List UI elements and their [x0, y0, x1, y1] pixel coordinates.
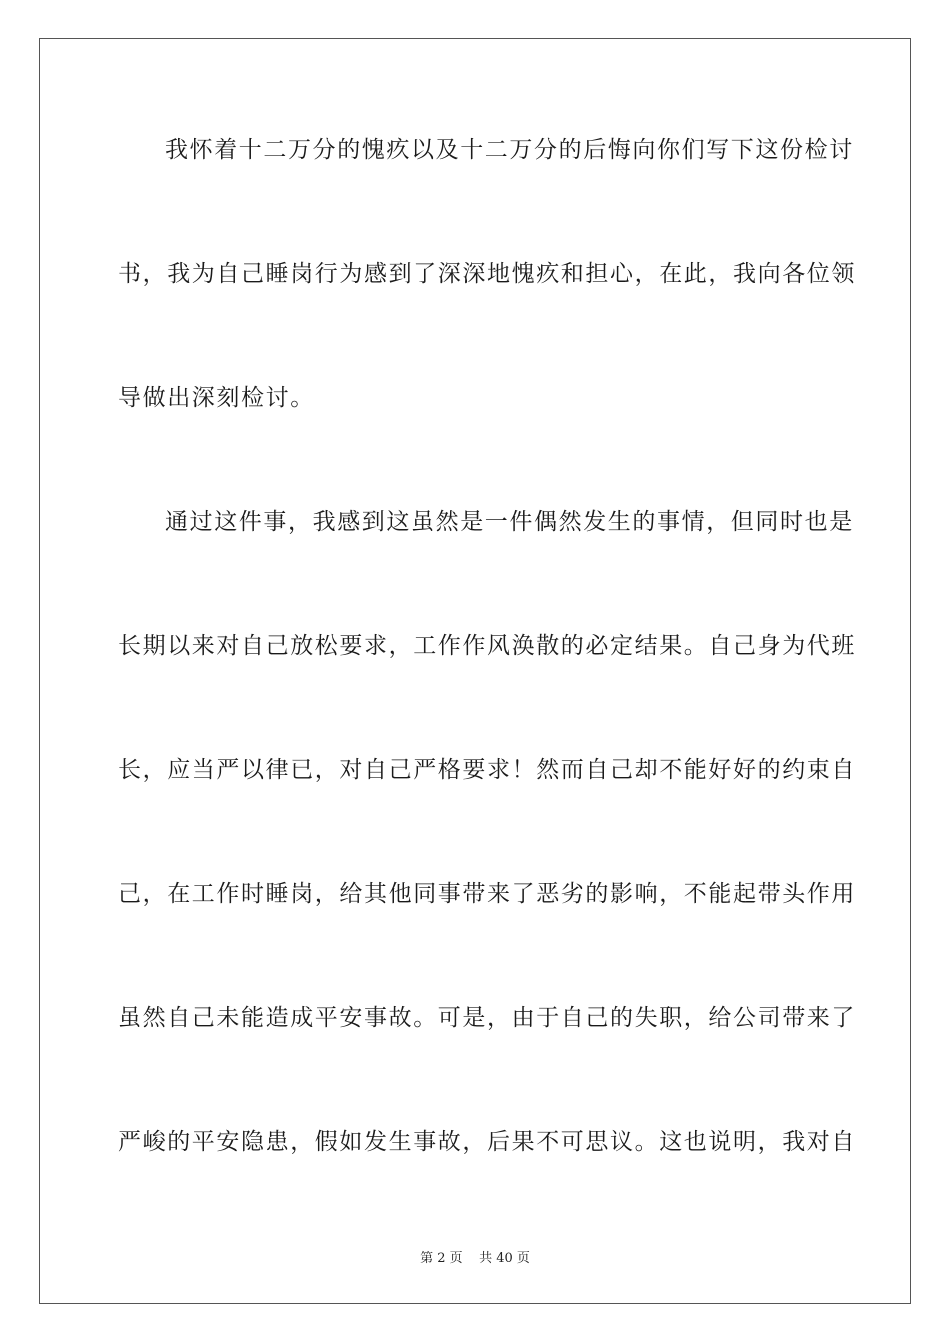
paragraph-2-line-2: 长期以来对自己放松要求，工作作风涣散的必定结果。自己身为代班	[118, 633, 856, 659]
paragraph-2-line-1: 通过这件事，我感到这虽然是一件偶然发生的事情，但同时也是	[165, 509, 854, 535]
paragraph-1-line-3: 导做出深刻检讨。	[118, 385, 315, 411]
paragraph-1-line-2: 书，我为自己睡岗行为感到了深深地愧疚和担心，在此，我向各位领	[118, 261, 856, 287]
page-number-footer: 第 2 页 共 40 页	[420, 1251, 530, 1266]
paragraph-2-line-5: 虽然自己未能造成平安事故。可是，由于自己的失职，给公司带来了	[118, 1005, 856, 1031]
paragraph-1-line-1: 我怀着十二万分的愧疚以及十二万分的后悔向你们写下这份检讨	[165, 137, 854, 163]
paragraph-2-line-3: 长，应当严以律已，对自己严格要求！然而自己却不能好好的约束自	[118, 757, 856, 783]
paragraph-2-line-6: 严峻的平安隐患，假如发生事故，后果不可思议。这也说明，我对自	[118, 1129, 856, 1155]
page-frame	[39, 38, 911, 1304]
paragraph-2-line-4: 己，在工作时睡岗，给其他同事带来了恶劣的影响，不能起带头作用	[118, 881, 856, 907]
